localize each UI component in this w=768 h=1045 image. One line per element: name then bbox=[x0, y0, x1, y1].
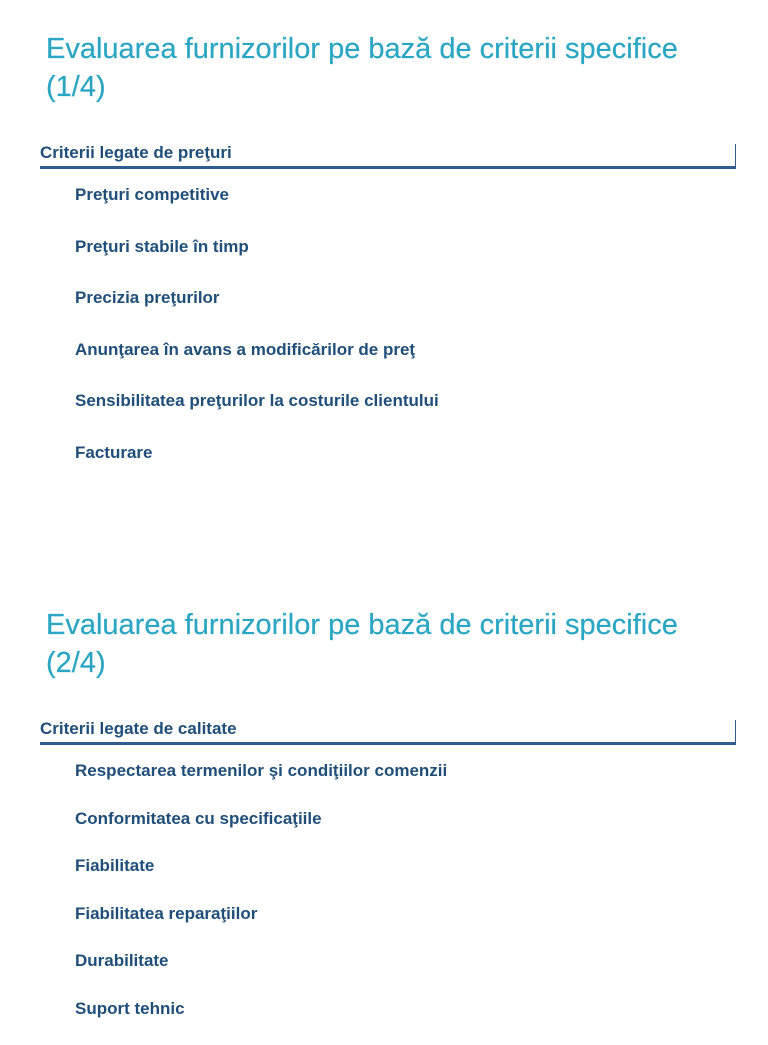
criteria-list bbox=[75, 760, 447, 1045]
criteria-item: Anunţarea în avans a modificărilor de preţ bbox=[75, 339, 416, 359]
criteria-item: Fiabilitatea reparaţiilor bbox=[75, 903, 258, 923]
criteria-item: Preţuri competitive bbox=[75, 185, 229, 204]
criteria-item: Suport tehnic bbox=[75, 998, 185, 1018]
slide-title: Evaluarea furnizorilor pe bază de criterii specifice (2/4) bbox=[46, 609, 678, 679]
criteria-item: Sensibilitatea preţurilor la costurile clientului bbox=[75, 391, 439, 410]
section-divider-tick bbox=[735, 144, 736, 168]
section-label: Criterii legate de preţuri bbox=[40, 143, 232, 162]
slide-title: Evaluarea furnizorilor pe bază de criterii specifice (1/4) bbox=[46, 33, 678, 103]
section-label: Criterii legate de calitate bbox=[40, 719, 237, 738]
section-divider bbox=[40, 166, 736, 169]
criteria-item: Conformitatea cu specificaţiile bbox=[75, 808, 322, 828]
criteria-item: Fiabilitate bbox=[75, 856, 155, 875]
section-divider bbox=[40, 742, 736, 745]
section-header bbox=[40, 718, 736, 746]
criteria-item: Precizia preţurilor bbox=[75, 288, 220, 307]
section-divider-tick bbox=[735, 720, 736, 744]
criteria-item: Facturare bbox=[75, 442, 153, 462]
criteria-list bbox=[75, 184, 439, 493]
criteria-item: Respectarea termenilor şi condiţiilor comenzii bbox=[75, 761, 448, 780]
criteria-item: Preţuri stabile în timp bbox=[75, 236, 249, 256]
section-header bbox=[40, 142, 736, 170]
criteria-item: Durabilitate bbox=[75, 951, 169, 970]
